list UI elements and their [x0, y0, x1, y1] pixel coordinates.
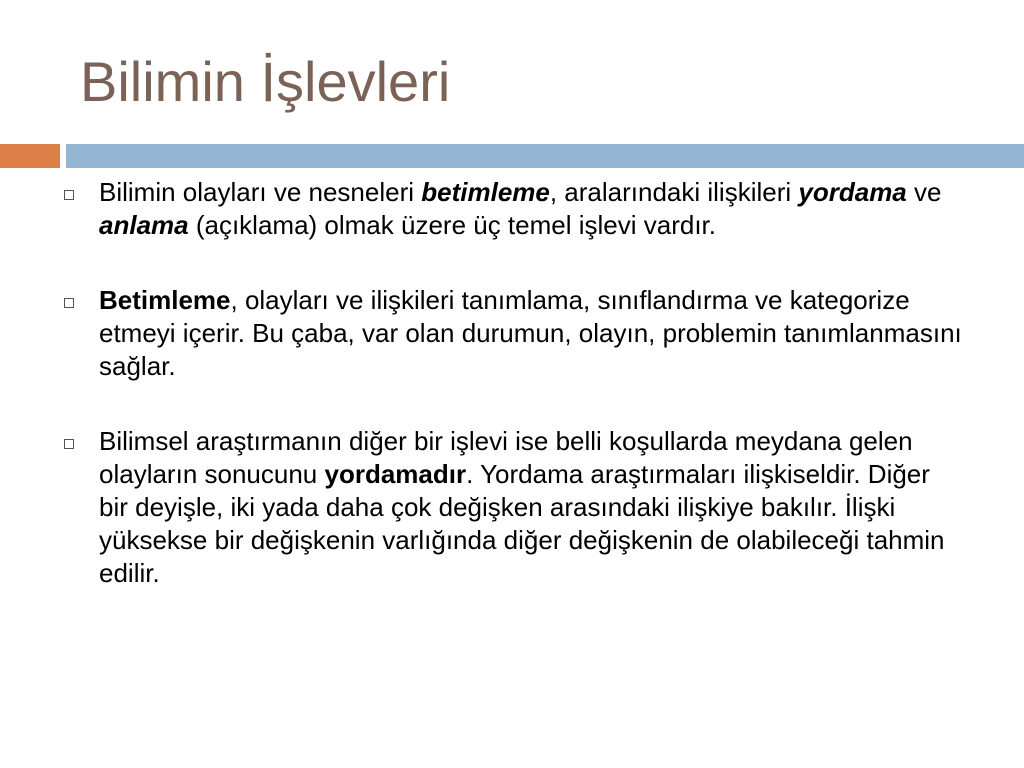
bullet-text: (açıklama) olmak üzere üç temel işlevi vardır.: [188, 210, 716, 240]
hollow-square-bullet-icon: [64, 439, 74, 449]
emphasis-betimleme-term: Betimleme: [99, 285, 231, 315]
emphasis-betimleme: betimleme: [421, 177, 550, 207]
emphasis-yordamadir: yordamadır: [324, 459, 467, 489]
bullet-item-functions: [64, 176, 964, 242]
title-accent-bar-orange: [0, 144, 60, 168]
bullet-text: Bilimin olayları ve nesneleri: [99, 177, 422, 207]
bullet-text: , aralarındaki ilişkileri: [549, 177, 799, 207]
hollow-square-bullet-icon: [64, 190, 74, 200]
title-accent-bar-blue: [66, 144, 1024, 168]
bullet-text: ve: [906, 177, 942, 207]
bullet-item-yordama: [64, 425, 964, 590]
bullet-list: [64, 176, 964, 632]
hollow-square-bullet-icon: [64, 298, 74, 308]
emphasis-anlama: anlama: [99, 210, 189, 240]
bullet-text: . Yordama araştırmaları ilişkiseldir. Diğer bir deyişle, iki yada daha çok değişken arasındaki ilişkiye bakılır. İlişki yüksekse bir değişkenin varlığında diğer değişkenin de olabileceği tahmin edilir.: [99, 459, 945, 588]
bullet-text: , olayları ve ilişkileri tanımlama, sınıflandırma ve kategorize etmeyi içerir. Bu çaba, var olan durumun, olayın, problemin tanımlanmasını sağlar.: [99, 285, 962, 381]
bullet-item-betimleme: [64, 284, 964, 383]
bullet-text: Bilimsel araştırmanın diğer bir işlevi ise belli koşullarda meydana gelen olayların sonucunu: [99, 426, 913, 489]
slide-title: Bilimin İşlevleri: [80, 50, 451, 113]
emphasis-yordama: yordama: [798, 177, 907, 207]
